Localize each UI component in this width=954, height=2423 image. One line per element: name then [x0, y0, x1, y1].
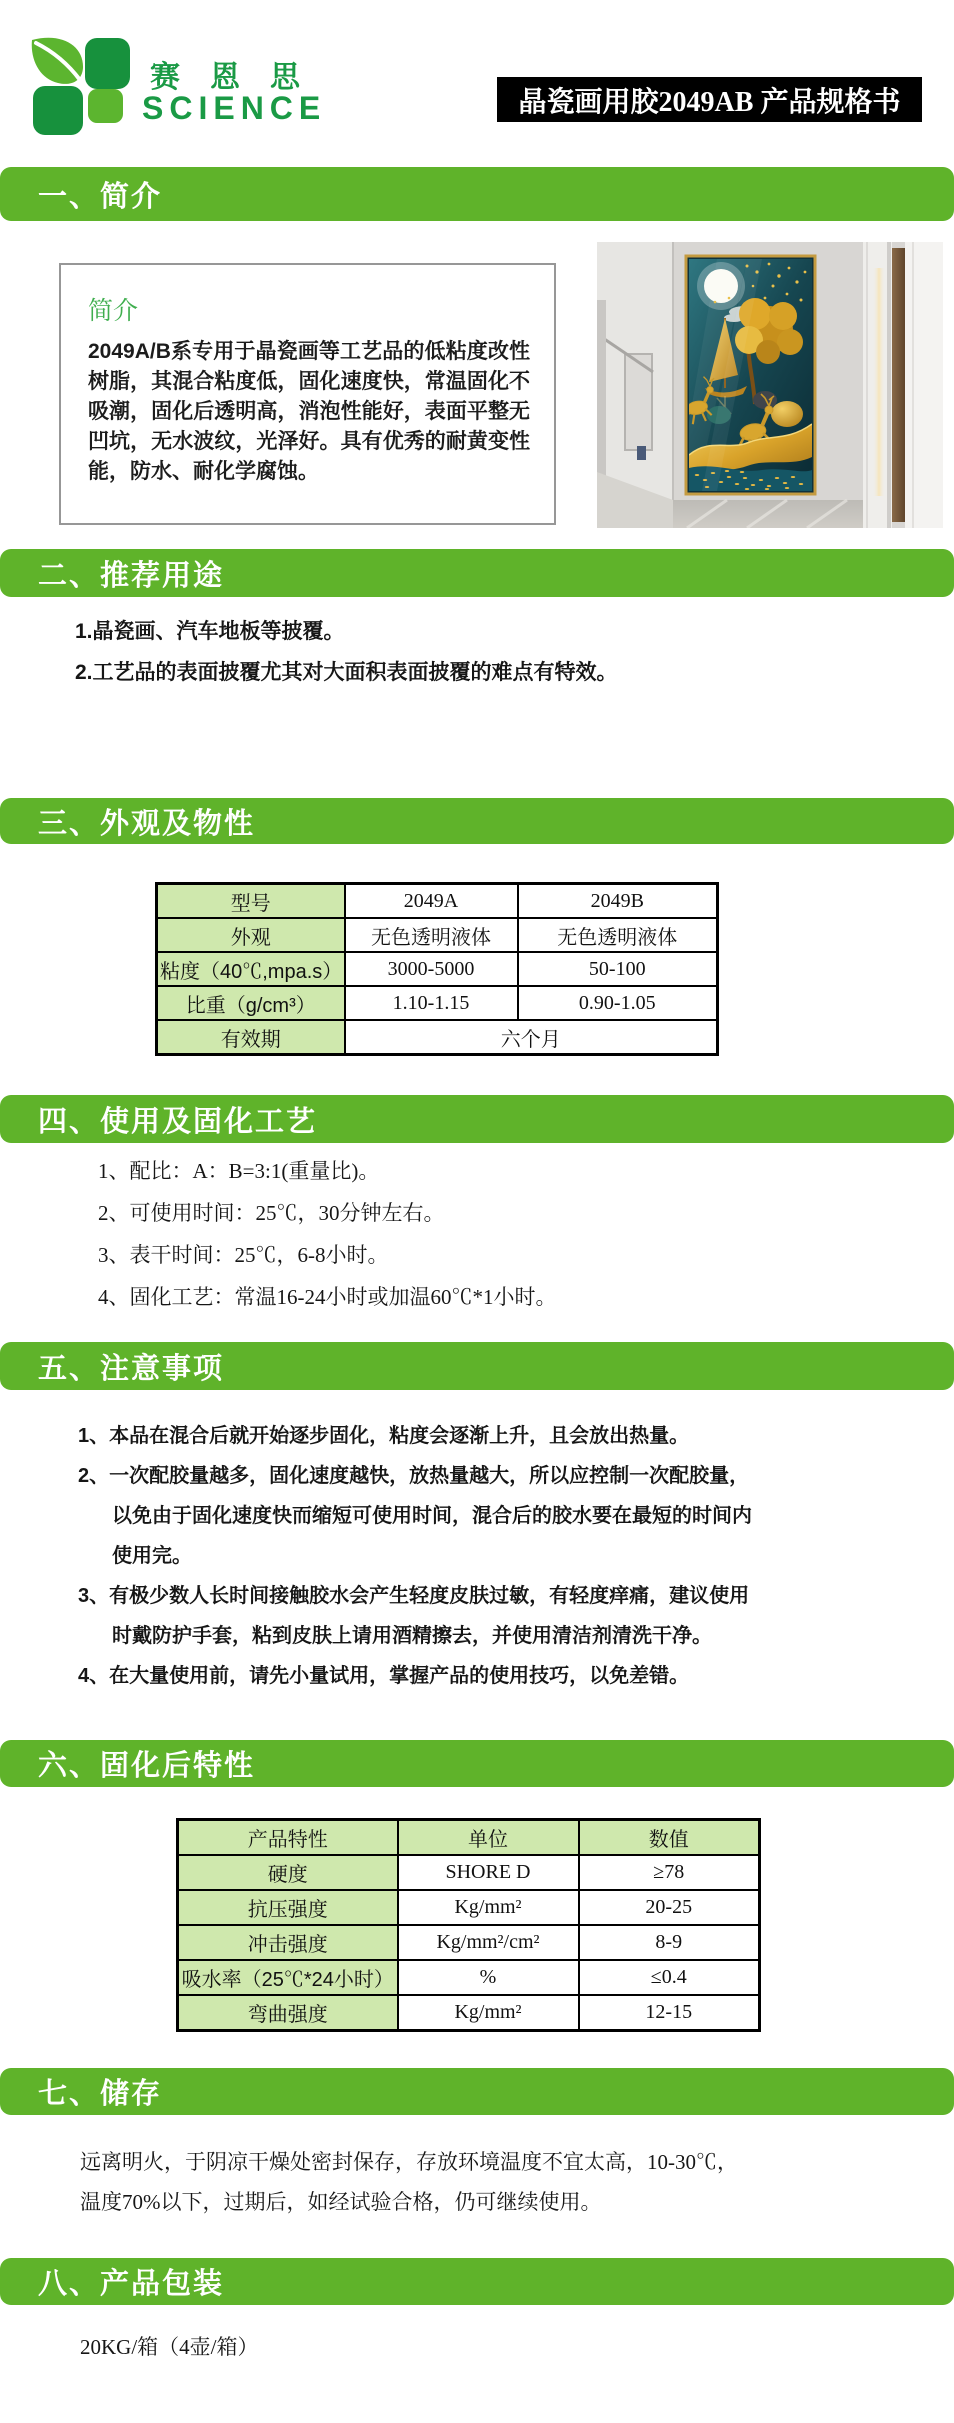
table-cell: ≤0.4 [579, 1960, 760, 1995]
table-row [157, 952, 718, 986]
table-cell: 12-15 [579, 1995, 760, 2031]
table-cell: 50-100 [518, 952, 718, 986]
list-item: 4、固化工艺：常温16-24小时或加温60℃*1小时。 [98, 1285, 557, 1309]
crystal-painting-room-illustration [597, 242, 943, 528]
list-item: 3、有极少数人长时间接触胶水会产生轻度皮肤过敏，有轻度痒痛，建议使用 [78, 1585, 750, 1607]
table-cell: SHORE D [398, 1855, 579, 1890]
usage-list [98, 1150, 557, 1318]
table-cell: 弯曲强度 [178, 1995, 398, 2031]
table-cell: 0.90-1.05 [518, 986, 718, 1020]
section-heading-notes: 五、注意事项 [0, 1342, 954, 1390]
cured-properties-table [176, 1818, 761, 2032]
list-item-continuation: 时戴防护手套，粘到皮肤上请用酒精擦去，并使用清洁剂清洗干净。 [112, 1625, 712, 1647]
section-heading-uses: 二、推荐用途 [0, 549, 954, 597]
list-item: 4、在大量使用前，请先小量试用，掌握产品的使用技巧，以免差错。 [78, 1665, 690, 1687]
table-cell: 无色透明液体 [518, 918, 718, 952]
table-cell: 外观 [157, 918, 345, 952]
table-row [178, 1960, 760, 1995]
table-cell: 型号 [157, 884, 345, 919]
table-cell: ≥78 [579, 1855, 760, 1890]
section-heading-properties: 三、外观及物性 [0, 798, 954, 844]
properties-table [155, 882, 719, 1056]
intro-box [59, 263, 556, 525]
intro-description: 2049A/B系专用于晶瓷画等工艺品的低粘度改性树脂，其混合粘度低，固化速度快，常温固化不吸潮，固化后透明高，消泡性能好，表面平整无凹坑，无水波纹，光泽好。具有优秀的耐黄变性能，防水、耐化学腐蚀。 [88, 340, 530, 483]
product-photo [597, 242, 943, 528]
list-item: 3、表干时间：25℃，6-8小时。 [98, 1243, 389, 1267]
table-cell: Kg/mm²/cm² [398, 1925, 579, 1960]
table-cell: Kg/mm² [398, 1995, 579, 2031]
painting-artwork [685, 259, 812, 491]
table-cell: 抗压强度 [178, 1890, 398, 1925]
section-heading-intro: 一、简介 [0, 167, 954, 221]
section-heading-packaging: 八、产品包装 [0, 2258, 954, 2305]
table-cell: 六个月 [345, 1020, 718, 1055]
storage-text [80, 2142, 738, 2222]
table-cell: 20-25 [579, 1890, 760, 1925]
list-item: 2.工艺品的表面披覆尤其对大面积表面披覆的难点有特效。 [75, 661, 618, 684]
table-cell: 硬度 [178, 1855, 398, 1890]
packaging-text: 20KG/箱（4壶/箱） [80, 2335, 259, 2359]
table-header-row [178, 1820, 760, 1856]
list-item-continuation: 使用完。 [112, 1545, 192, 1567]
logo-mark-icon [28, 34, 138, 138]
table-cell: Kg/mm² [398, 1890, 579, 1925]
table-cell: 2049A [345, 884, 518, 919]
table-cell: 比重（g/cm³） [157, 986, 345, 1020]
storage-line: 远离明火，于阴凉干燥处密封保存，存放环境温度不宜太高，10-30℃， [80, 2150, 738, 2174]
table-cell: 粘度（40℃,mpa.s） [157, 952, 345, 986]
list-item: 1.晶瓷画、汽车地板等披覆。 [75, 620, 345, 643]
logo-english-name: SCIENCE [142, 90, 327, 126]
list-item: 2、一次配胶量越多，固化速度越快，放热量越大，所以应控制一次配胶量， [78, 1465, 750, 1487]
table-cell: 无色透明液体 [345, 918, 518, 952]
storage-line: 温度70%以下，过期后，如经试验合格，仍可继续使用。 [80, 2190, 602, 2214]
table-cell: % [398, 1960, 579, 1995]
table-row [157, 986, 718, 1020]
table-header-cell: 产品特性 [178, 1820, 398, 1856]
company-logo [28, 34, 458, 138]
notes-list [78, 1416, 752, 1696]
list-item: 1、本品在混合后就开始逐步固化，粘度会逐渐上升，且会放出热量。 [78, 1425, 690, 1447]
intro-box-label: 简介 [88, 297, 139, 325]
logo-chinese-name: 赛恩思 [150, 61, 330, 94]
list-item-continuation: 以免由于固化速度快而缩短可使用时间，混合后的胶水要在最短的时间内 [112, 1505, 752, 1527]
list-item: 1、配比：A：B=3:1(重量比)。 [98, 1159, 380, 1183]
table-row [157, 1020, 718, 1055]
table-row [178, 1995, 760, 2031]
table-cell: 吸水率（25℃*24小时） [178, 1960, 398, 1995]
table-cell: 冲击强度 [178, 1925, 398, 1960]
table-row [178, 1890, 760, 1925]
table-header-cell: 数值 [579, 1820, 760, 1856]
table-row [157, 884, 718, 919]
table-cell: 3000-5000 [345, 952, 518, 986]
section-heading-usage: 四、使用及固化工艺 [0, 1095, 954, 1143]
table-header-cell: 单位 [398, 1820, 579, 1856]
table-row [178, 1855, 760, 1890]
table-cell: 2049B [518, 884, 718, 919]
section-heading-cured: 六、固化后特性 [0, 1740, 954, 1787]
table-cell: 有效期 [157, 1020, 345, 1055]
uses-list [75, 611, 618, 693]
list-item: 2、可使用时间：25℃，30分钟左右。 [98, 1201, 445, 1225]
table-cell: 1.10-1.15 [345, 986, 518, 1020]
table-cell: 8-9 [579, 1925, 760, 1960]
table-row [157, 918, 718, 952]
table-row [178, 1925, 760, 1960]
document-title-bar: 晶瓷画用胶2049AB 产品规格书 [497, 77, 922, 122]
section-heading-storage: 七、储存 [0, 2068, 954, 2115]
